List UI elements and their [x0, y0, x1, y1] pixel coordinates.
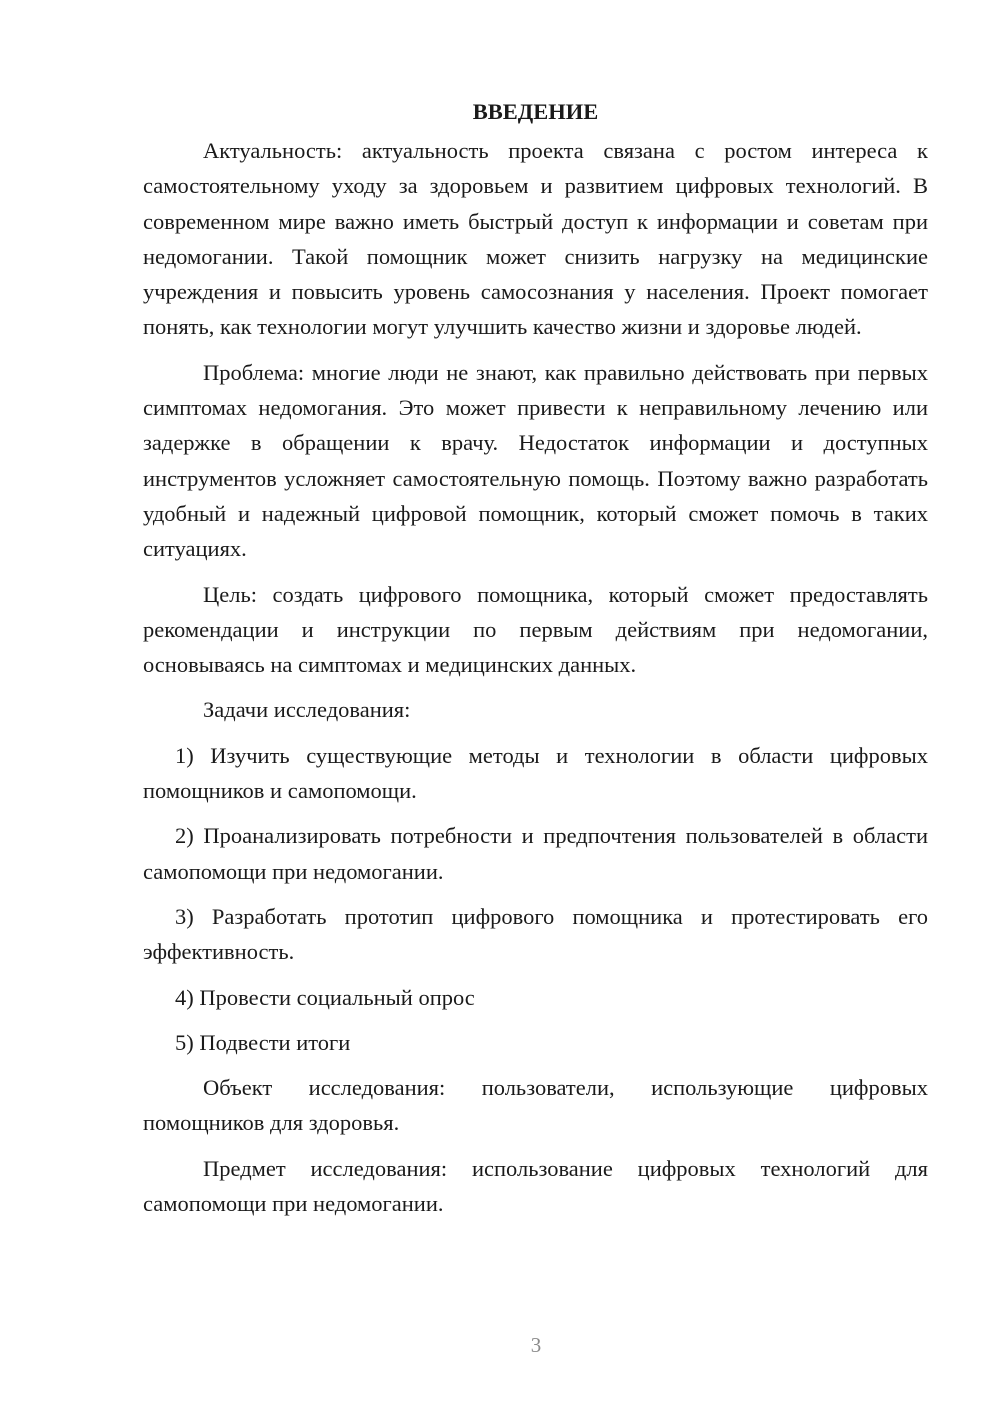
page-number: 3: [530, 1333, 542, 1357]
relevance-paragraph: Актуальность: актуальность проекта связана с ростом интереса к самостоятельному уходу за здоровьем и развитием цифровых технологий. В современном мире важно иметь быстрый доступ к информации и советам при недомогании. Такой помощник может снизить нагрузку на медицинские учреждения и повысить уровень самосознания у населения. Проект помогает понять, как технологии могут улучшить качество жизни и здоровье людей.: [143, 138, 928, 340]
section-title: ВВЕДЕНИЕ: [472, 99, 599, 124]
tasks-heading: Задачи исследования:: [203, 697, 411, 723]
goal-paragraph: Цель: создать цифрового помощника, который сможет предоставлять рекомендации и инструкции по первым действиям при недомогании, основываясь на симптомах и медицинских данных.: [143, 581, 928, 678]
task-item-3: 3) Разработать прототип цифрового помощника и протестировать его эффективность.: [143, 903, 928, 965]
task-item-4: 4) Провести социальный опрос: [175, 984, 475, 1010]
page-content: [143, 94, 928, 1221]
task-item-5: 5) Подвести итоги: [175, 1029, 351, 1055]
problem-paragraph: Проблема: многие люди не знают, как правильно действовать при первых симптомах недомогания. Это может привести к неправильному лечению или задержке в обращении к врачу. Недостаток информации и доступных инструментов усложняет самостоятельную помощь. Поэтому важно разработать удобный и надежный цифровой помощник, который сможет помочь в таких ситуациях.: [143, 359, 928, 562]
task-item-2: 2) Проанализировать потребности и предпочтения пользователей в области самопомощи при недомогании.: [143, 823, 928, 884]
subject-paragraph: Предмет исследования: использование цифровых технологий для самопомощи при недомогании.: [143, 1155, 928, 1217]
object-paragraph: Объект исследования: пользователи, использующие цифровых помощников для здоровья.: [143, 1075, 928, 1136]
task-item-1: 1) Изучить существующие методы и технологии в области цифровых помощников и самопомощи.: [143, 742, 928, 804]
